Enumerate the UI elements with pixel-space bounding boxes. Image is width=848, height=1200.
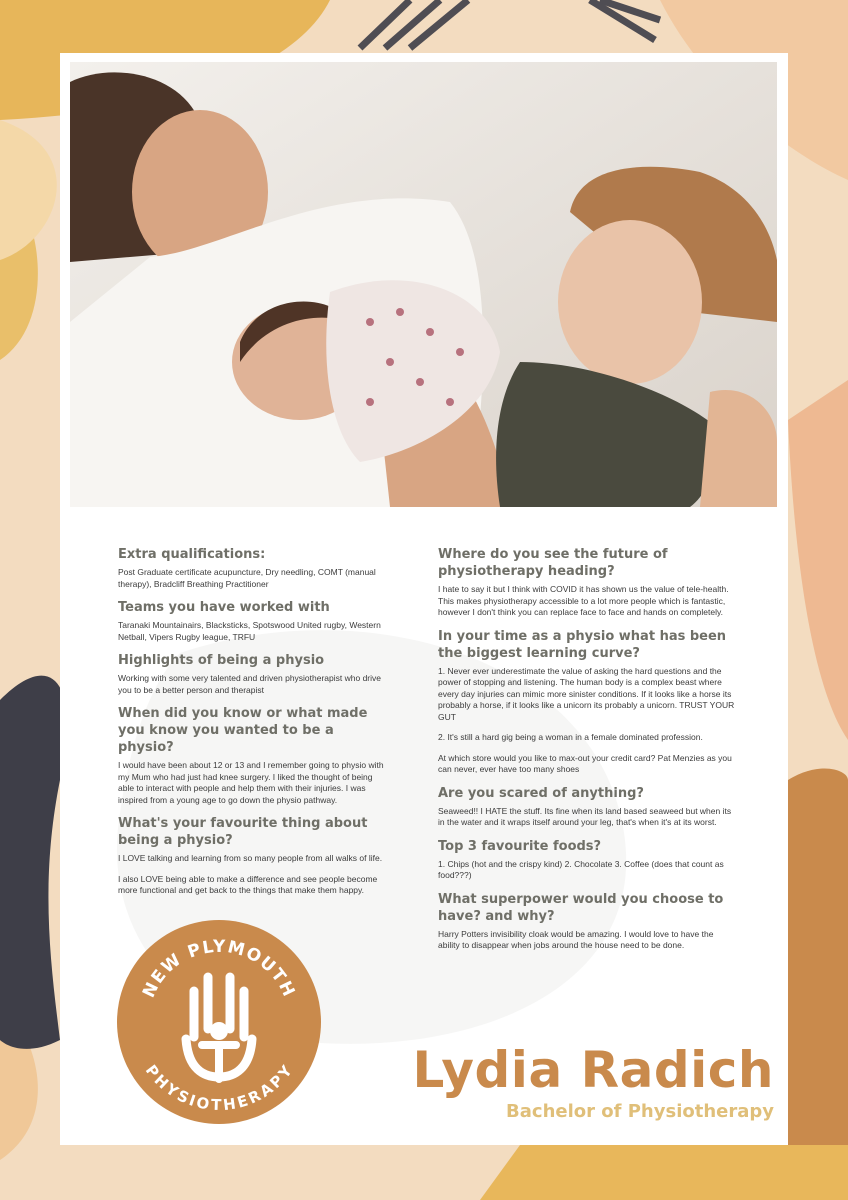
left-column bbox=[118, 540, 386, 906]
logo-bottom-text: PHYSIOTHERAPY bbox=[141, 1061, 297, 1115]
section-heading: What superpower would you choose to have? and why? bbox=[438, 891, 724, 924]
section-teams bbox=[118, 599, 386, 643]
section-text: I would have been about 12 or 13 and I remember going to physio with my Mum who had just had knee surgery. I liked the thought of being able to interact with people and help them with their injuries. I was inspired from a young age to go down the physio pathway. bbox=[118, 760, 384, 805]
section-text: I also LOVE being able to make a difference and see people become more functional and get back to the things that make them happy. bbox=[118, 873, 378, 895]
section-superpower bbox=[438, 891, 736, 952]
section-text: 1. Never ever underestimate the value of asking the hard questions and the power of stopping and listening. The human body is a complex beast where every day injuries can mimic more sinister conditions. If it looks like a horse its probably a horse, if it looks like a unicorn its probably a unicorn. TRUST YOUR GUT bbox=[438, 665, 735, 722]
section-text: Harry Potters invisibility cloak would be amazing. I would love to have the ability to disappear when jobs around the house need to be done. bbox=[438, 928, 714, 950]
section-future bbox=[438, 546, 736, 619]
section-text: At which store would you like to max-out your credit card? Pat Menzies as you can never, ever have too many shoes bbox=[438, 752, 732, 774]
section-text: 1. Chips (hot and the crispy kind) 2. Chocolate 3. Coffee (does that count as food???) bbox=[438, 858, 724, 880]
section-extra-qualifications bbox=[118, 546, 386, 590]
section-scared bbox=[438, 785, 736, 829]
new-plymouth-physiotherapy-logo bbox=[116, 919, 322, 1125]
section-text: I LOVE talking and learning from so many people from all walks of life. bbox=[118, 853, 383, 863]
section-heading: Highlights of being a physio bbox=[118, 653, 325, 668]
section-foods bbox=[438, 838, 736, 882]
family-photo bbox=[70, 62, 777, 507]
person-degree: Bachelor of Physiotherapy bbox=[506, 1101, 774, 1122]
logo-top-text: NEW PLYMOUTH bbox=[138, 936, 300, 1001]
section-text: I hate to say it but I think with COVID it has shown us the value of tele-health. This makes physiotherapy accessible to a lot more people which is fantastic, however I don't think you can replace face to face and hands on completely. bbox=[438, 584, 729, 617]
section-heading: In your time as a physio what has been the biggest learning curve? bbox=[438, 628, 727, 661]
section-heading: What's your favourite thing about being a physio? bbox=[118, 816, 368, 848]
section-heading: Where do you see the future of physiotherapy heading? bbox=[438, 547, 668, 579]
section-text: Working with some very talented and driven physiotherapist who drive you to be a better person and therapist bbox=[118, 673, 382, 695]
section-heading: Extra qualifications: bbox=[118, 547, 266, 562]
section-heading: Top 3 favourite foods? bbox=[438, 838, 602, 854]
section-highlights bbox=[118, 652, 386, 696]
section-heading: Are you scared of anything? bbox=[438, 785, 644, 801]
right-column bbox=[438, 540, 736, 961]
section-heading: When did you know or what made you know you wanted to be a physio? bbox=[118, 706, 368, 755]
section-why-physio bbox=[118, 705, 386, 806]
section-text: Taranaki Mountainairs, Blacksticks, Spotswood United rugby, Western Netball, Vipers Rugby league, TRFU bbox=[118, 620, 381, 642]
person-name: Lydia Radich bbox=[412, 1041, 774, 1099]
section-learning-curve bbox=[438, 628, 736, 776]
section-heading: Teams you have worked with bbox=[118, 600, 330, 615]
section-text: 2. It's still a hard gig being a woman in a female dominated profession. bbox=[438, 732, 703, 742]
section-text: Post Graduate certificate acupuncture, Dry needling, COMT (manual therapy), Bradcliff Breathing Practitioner bbox=[118, 567, 376, 589]
section-text: Seaweed!! I HATE the stuff. Its fine when its land based seaweed but when its in the water and it wraps itself around your leg, that's when it's at its worst. bbox=[438, 805, 732, 827]
section-favourite-thing bbox=[118, 815, 386, 897]
profile-card bbox=[60, 53, 788, 1145]
